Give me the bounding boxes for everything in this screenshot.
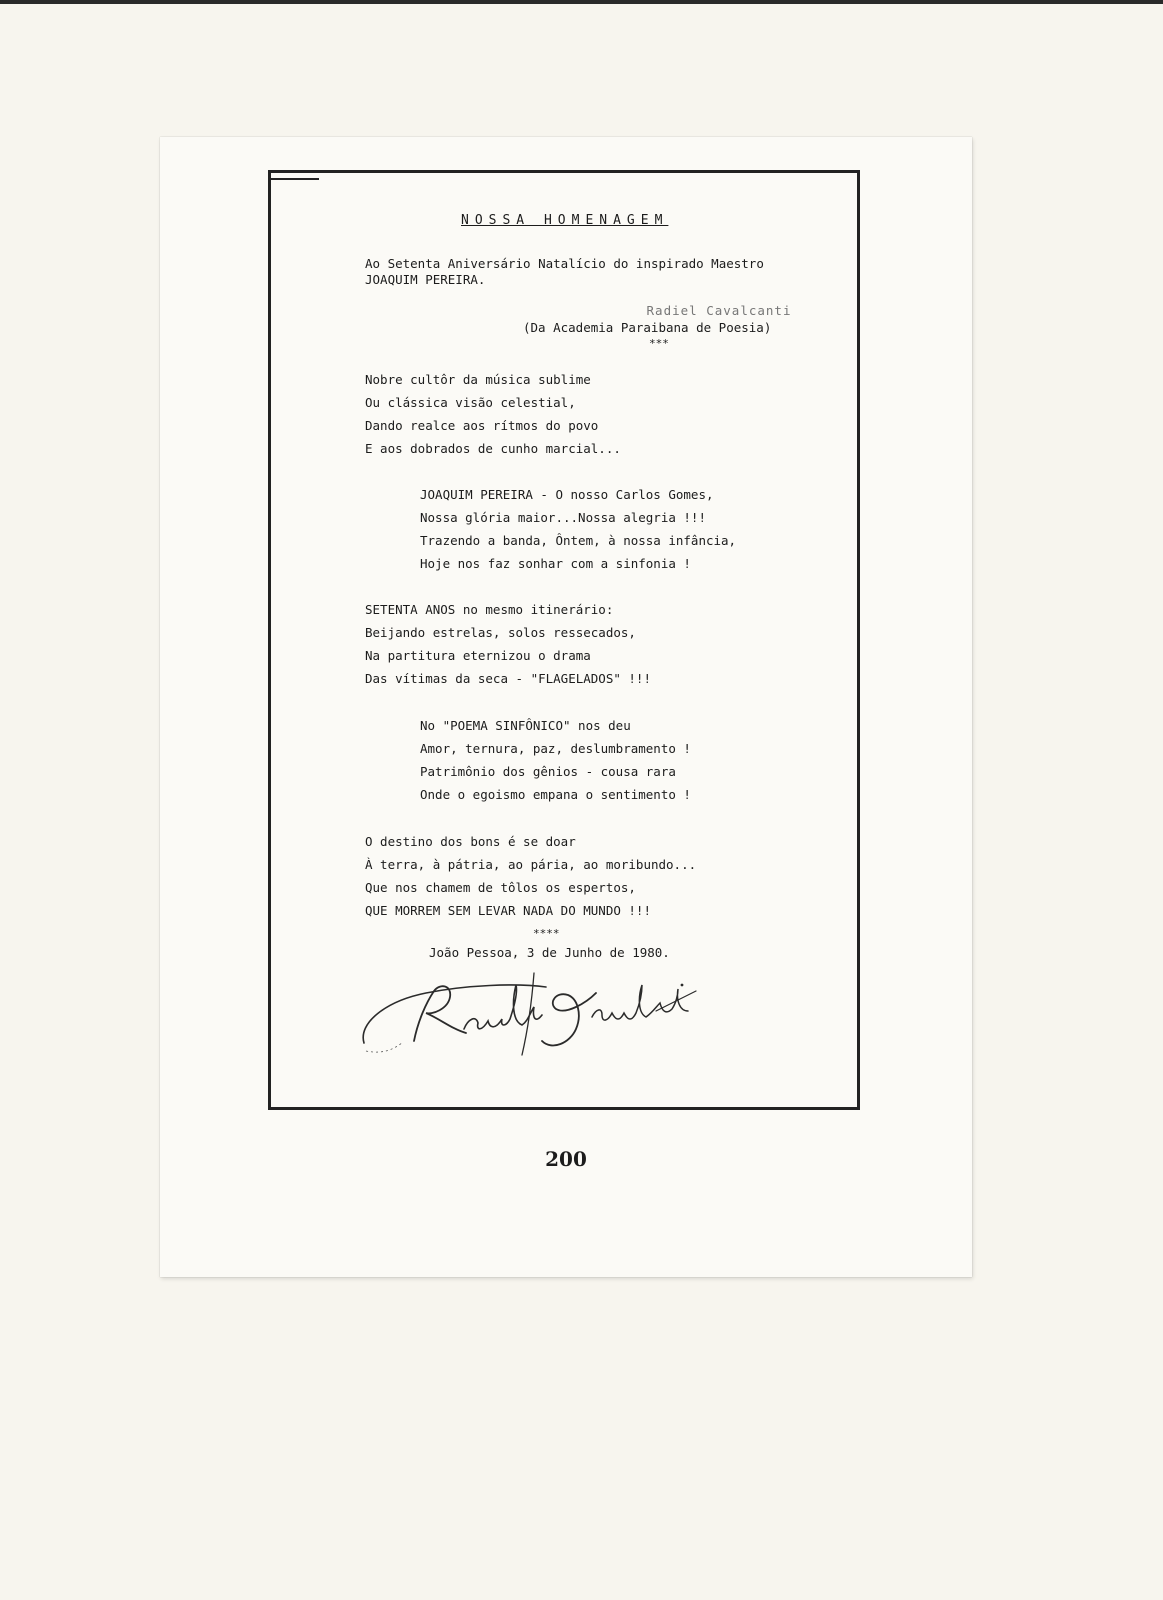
poem-stanza-4 <box>420 714 691 806</box>
poem-stanza-2 <box>420 483 736 575</box>
poem-stanza-5 <box>365 830 696 922</box>
poem-line: À terra, à pátria, ao pária, ao moribundo... <box>365 857 697 872</box>
document-page <box>160 137 972 1277</box>
document-title: NOSSA HOMENAGEM <box>461 213 669 228</box>
poem-line: Hoje nos faz sonhar com a sinfonia ! <box>420 556 691 571</box>
poem-line: Na partitura eternizou o drama <box>365 648 591 663</box>
dedication-line: JOAQUIM PEREIRA. <box>365 272 486 287</box>
place-and-date: João Pessoa, 3 de Junho de 1980. <box>429 945 670 960</box>
poem-line: Onde o egoismo empana o sentimento ! <box>420 787 691 802</box>
page-border-frame <box>268 170 860 1110</box>
poem-stanza-3 <box>365 598 651 690</box>
handwritten-signature <box>356 963 716 1058</box>
author-name: Radiel Cavalcanti <box>646 303 792 318</box>
poem-line: Amor, ternura, paz, deslumbramento ! <box>420 741 691 756</box>
poem-line: Beijando estrelas, solos ressecados, <box>365 625 636 640</box>
poem-line: QUE MORREM SEM LEVAR NADA DO MUNDO !!! <box>365 903 651 918</box>
poem-line: No "POEMA SINFÔNICO" nos deu <box>420 718 631 733</box>
author-affiliation: (Da Academia Paraibana de Poesia) <box>523 320 772 335</box>
poem-line: Nobre cultôr da música sublime <box>365 372 591 387</box>
dedication <box>365 256 764 288</box>
section-separator: *** <box>649 337 669 350</box>
poem-stanza-1 <box>365 368 621 460</box>
poem-line: Trazendo a banda, Ôntem, à nossa infância, <box>420 533 737 548</box>
poem-line: E aos dobrados de cunho marcial... <box>365 441 621 456</box>
poem-line: Dando realce aos rítmos do povo <box>365 418 599 433</box>
poem-line: O destino dos bons é se doar <box>365 834 576 849</box>
poem-line: Que nos chamem de tôlos os espertos, <box>365 880 636 895</box>
section-separator: **** <box>533 927 560 940</box>
dedication-line: Ao Setenta Aniversário Natalício do inspirado Maestro <box>365 256 764 271</box>
page-number: 200 <box>545 1147 587 1171</box>
scan-top-edge <box>0 0 1163 4</box>
poem-line: Ou clássica visão celestial, <box>365 395 576 410</box>
poem-line: SETENTA ANOS no mesmo itinerário: <box>365 602 614 617</box>
poem-line: JOAQUIM PEREIRA - O nosso Carlos Gomes, <box>420 487 714 502</box>
poem-line: Patrimônio dos gênios - cousa rara <box>420 764 676 779</box>
poem-line: Nossa glória maior...Nossa alegria !!! <box>420 510 706 525</box>
poem-line: Das vítimas da seca - "FLAGELADOS" !!! <box>365 671 651 686</box>
frame-corner-mark <box>271 178 319 180</box>
